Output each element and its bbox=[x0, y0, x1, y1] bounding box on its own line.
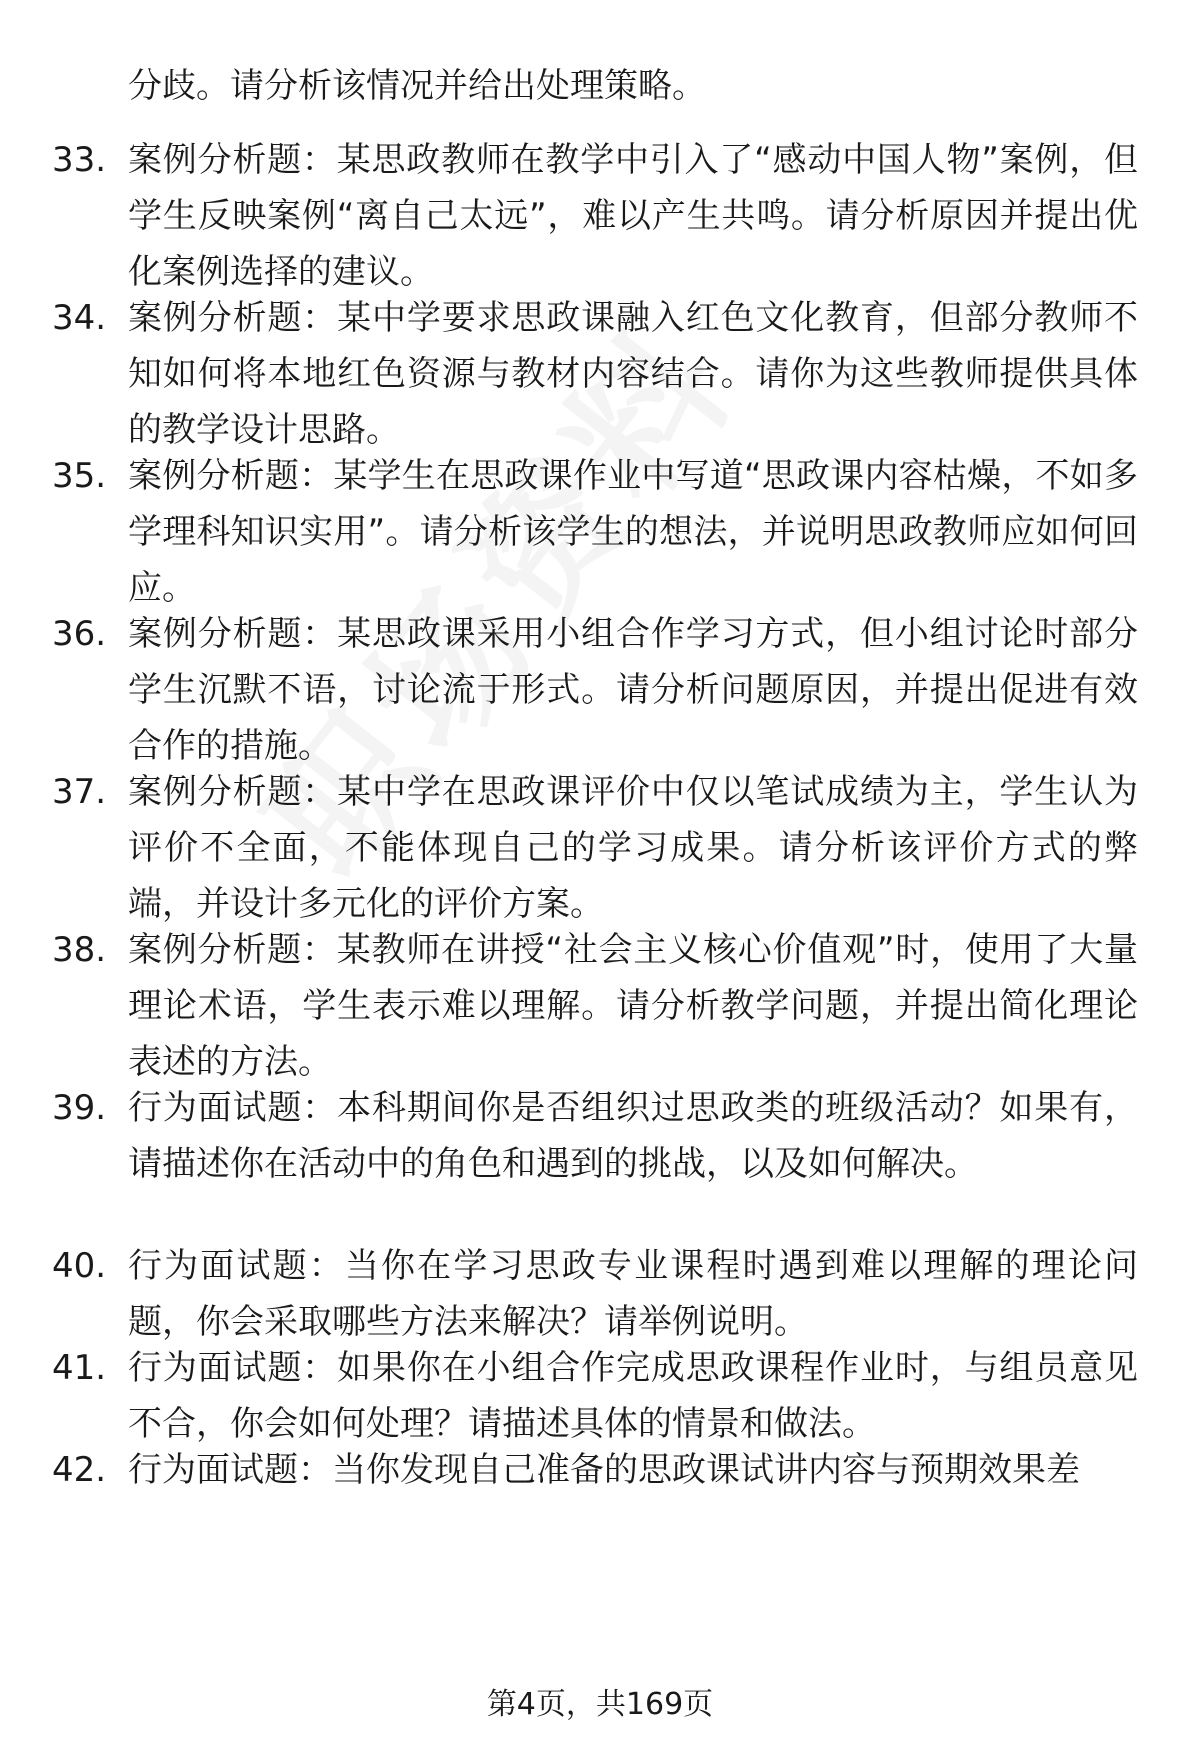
page-footer: 第4页，共169页 bbox=[486, 1687, 714, 1722]
question-item bbox=[0, 1238, 1200, 1350]
question-item bbox=[0, 1442, 1200, 1498]
question-number: 33. bbox=[52, 140, 107, 180]
question-text: 行为面试题：如果你在小组合作完成思政课程作业时，与组员意见不合，你会如何处理？请描述具体的情景和做法。 bbox=[128, 1348, 1138, 1444]
question-text: 案例分析题：某思政教师在教学中引入了“感动中国人物”案例，但学生反映案例“离自己太远”，难以产生共鸣。请分析原因并提出优化案例选择的建议。 bbox=[128, 140, 1138, 292]
question-number: 35. bbox=[52, 456, 107, 496]
question-text: 案例分析题：某学生在思政课作业中写道“思政课内容枯燥，不如多学理科知识实用”。请分析该学生的想法，并说明思政教师应如何回应。 bbox=[128, 456, 1138, 608]
question-text: 行为面试题：当你在学习思政专业课程时遇到难以理解的理论问题，你会采取哪些方法来解决？请举例说明。 bbox=[128, 1246, 1138, 1342]
question-item bbox=[0, 448, 1200, 616]
question-text: 案例分析题：某教师在讲授“社会主义核心价值观”时，使用了大量理论术语，学生表示难以理解。请分析教学问题，并提出简化理论表述的方法。 bbox=[128, 930, 1138, 1082]
question-item bbox=[0, 606, 1200, 774]
question-text: 案例分析题：某思政课采用小组合作学习方式，但小组讨论时部分学生沉默不语，讨论流于形式。请分析问题原因，并提出促进有效合作的措施。 bbox=[128, 614, 1138, 766]
question-number: 40. bbox=[52, 1246, 107, 1286]
question-text: 行为面试题：当你发现自己准备的思政课试讲内容与预期效果差 bbox=[128, 1450, 1080, 1490]
question-number: 42. bbox=[52, 1450, 107, 1490]
question-item bbox=[0, 764, 1200, 932]
question-number: 41. bbox=[52, 1348, 107, 1388]
question-number: 39. bbox=[52, 1088, 107, 1128]
question-number: 38. bbox=[52, 930, 107, 970]
question-item bbox=[0, 922, 1200, 1090]
question-number: 37. bbox=[52, 772, 107, 812]
continuation-text: 分歧。请分析该情况并给出处理策略。 bbox=[128, 66, 706, 106]
question-text: 行为面试题：本科期间你是否组织过思政类的班级活动？如果有，请描述你在活动中的角色和遇到的挑战，以及如何解决。 bbox=[128, 1088, 1138, 1184]
question-text: 案例分析题：某中学要求思政课融入红色文化教育，但部分教师不知如何将本地红色资源与教材内容结合。请你为这些教师提供具体的教学设计思路。 bbox=[128, 298, 1138, 450]
question-item bbox=[0, 290, 1200, 458]
question-number: 36. bbox=[52, 614, 107, 654]
question-item bbox=[0, 1080, 1200, 1192]
question-item bbox=[0, 1340, 1200, 1452]
question-text: 案例分析题：某中学在思政课评价中仅以笔试成绩为主，学生认为评价不全面，不能体现自己的学习成果。请分析该评价方式的弊端，并设计多元化的评价方案。 bbox=[128, 772, 1138, 924]
question-item bbox=[0, 132, 1200, 300]
question-number: 34. bbox=[52, 298, 107, 338]
